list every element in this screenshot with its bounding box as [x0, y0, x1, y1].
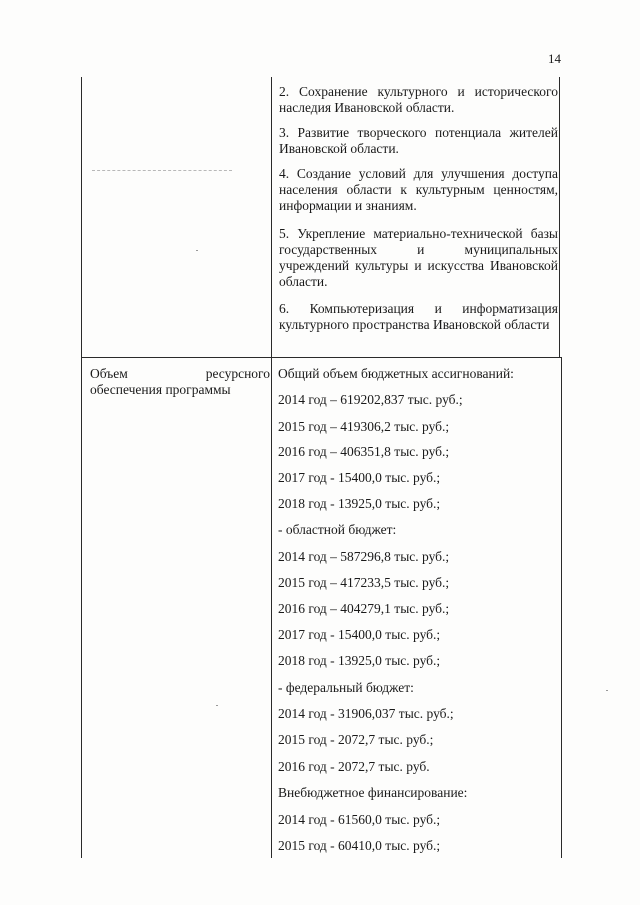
- resource-label-word2: ресурсного: [205, 366, 270, 381]
- financing-line: 2015 год – 419306,2 тыс. руб.;: [278, 419, 450, 434]
- financing-line: 2015 год - 60410,0 тыс. руб.;: [278, 838, 441, 853]
- resource-label-line2: обеспечения программы: [90, 382, 231, 397]
- financing-line: 2017 год - 15400,0 тыс. руб.;: [278, 627, 441, 642]
- goal-item-4: 4. Создание условий для улучшения доступа населения области к культурным ценностям, информации и знаниям.: [279, 166, 558, 213]
- scan-dashes-decoration: [92, 170, 232, 172]
- financing-line: - федеральный бюджет:: [278, 680, 414, 695]
- scan-speck: [606, 690, 608, 691]
- table-right-border-lower: [561, 358, 562, 858]
- financing-line: 2014 год - 31906,037 тыс. руб.;: [278, 706, 454, 721]
- financing-line: 2014 год - 61560,0 тыс. руб.;: [278, 812, 441, 827]
- financing-line: 2018 год - 13925,0 тыс. руб.;: [278, 653, 441, 668]
- financing-line: 2014 год – 619202,837 тыс. руб.;: [278, 392, 463, 407]
- goal-item-3: 3. Развитие творческого потенциала жителей Ивановской области.: [279, 125, 558, 156]
- scan-speck: [216, 705, 218, 706]
- scan-speck: [196, 250, 198, 251]
- financing-line: 2015 год - 2072,7 тыс. руб.;: [278, 732, 434, 747]
- goal-item-5: 5. Укрепление материально-технической базы государственных и муниципальных учреждений культуры и искусства Ивановской области.: [279, 226, 558, 289]
- financing-line: 2015 год – 417233,5 тыс. руб.;: [278, 575, 450, 590]
- page-number: 14: [548, 51, 561, 66]
- financing-line: 2018 год - 13925,0 тыс. руб.;: [278, 496, 441, 511]
- table-middle-border: [271, 77, 272, 858]
- table-right-border: [559, 77, 560, 358]
- resource-label-word1: Объем: [90, 366, 128, 381]
- financing-line: 2016 год – 404279,1 тыс. руб.;: [278, 601, 450, 616]
- goal-item-2: 2. Сохранение культурного и исторического наследия Ивановской области.: [279, 84, 558, 115]
- financing-line: 2016 год - 2072,7 тыс. руб.: [278, 759, 430, 774]
- goal-item-6: 6. Компьютеризация и информатизация культурного пространства Ивановской области: [279, 301, 558, 332]
- financing-line: 2017 год - 15400,0 тыс. руб.;: [278, 470, 441, 485]
- financing-line: Общий объем бюджетных ассигнований:: [278, 366, 514, 381]
- resource-provision-label: [90, 366, 270, 398]
- table-left-border: [81, 77, 82, 858]
- table-row-divider: [81, 357, 562, 358]
- financing-line: - областной бюджет:: [278, 522, 397, 537]
- financing-line: 2016 год – 406351,8 тыс. руб.;: [278, 444, 450, 459]
- financing-line: Внебюджетное финансирование:: [278, 785, 468, 800]
- financing-line: 2014 год – 587296,8 тыс. руб.;: [278, 549, 450, 564]
